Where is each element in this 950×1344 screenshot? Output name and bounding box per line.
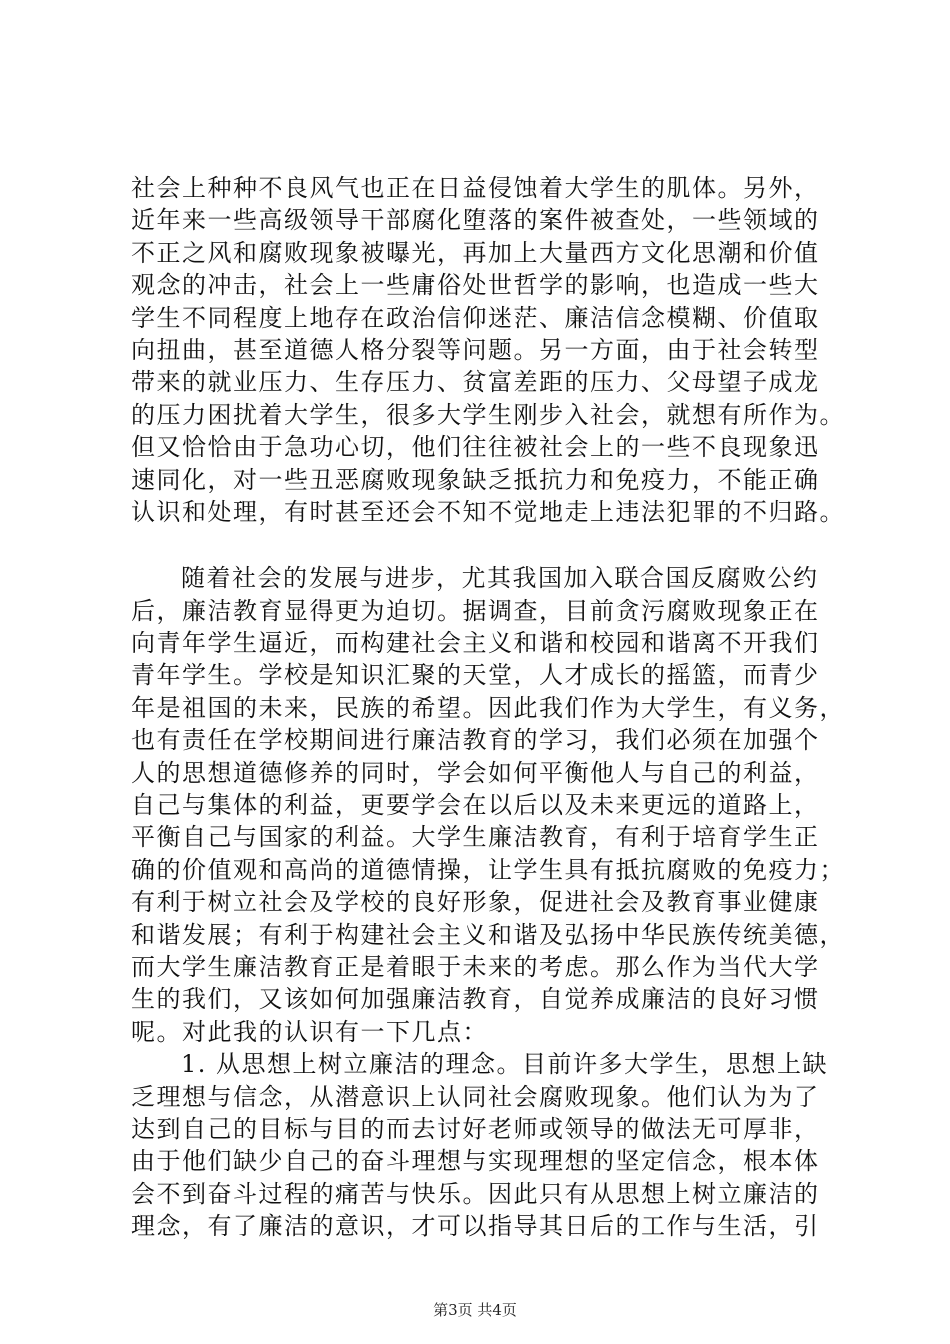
text-line: 会不到奋斗过程的痛苦与快乐。因此只有从思想上树立廉洁的 (131, 1179, 820, 1208)
text-line: 乏理想与信念，从潜意识上认同社会腐败现象。他们认为为了 (131, 1082, 820, 1111)
text-line: 社会上种种不良风气也正在日益侵蚀着大学生的肌体。另外， (131, 174, 820, 202)
text-line: 带来的就业压力、生存压力、贫富差距的压力、父母望子成龙 (131, 368, 820, 397)
text-line: 青年学生。学校是知识汇聚的天堂，人才成长的摇篮，而青少 (131, 661, 820, 690)
text-line: 确的价值观和高尚的道德情操，让学生具有抵抗腐败的免疫力； (131, 855, 845, 884)
paragraph-2 (131, 562, 845, 1048)
text-line: 不正之风和腐败现象被曝光，再加上大量西方文化思潮和价值 (131, 238, 820, 267)
text-line: 平衡自己与国家的利益。大学生廉洁教育，有利于培育学生正 (131, 823, 820, 852)
text-line: 人的思想道德修养的同时，学会如何平衡他人与自己的利益， (131, 758, 820, 787)
text-line: 呢。对此我的认识有一下几点： (131, 1017, 488, 1046)
text-line: 后，廉洁教育显得更为迫切。据调查，目前贪污腐败现象正在 (131, 596, 820, 625)
text-line: 但又恰恰由于急功心切，他们往往被社会上的一些不良现象迅 (131, 433, 820, 462)
text-line: 速同化，对一些丑恶腐败现象缺乏抵抗力和免疫力，不能正确 (131, 465, 820, 494)
list-item-heading: 1. 从思想上树立廉洁的理念。目前许多大学生，思想上缺 (181, 1050, 829, 1079)
text-line: 由于他们缺少自己的奋斗理想与实现理想的坚定信念，根本体 (131, 1147, 820, 1176)
text-line: 自己与集体的利益，更要学会在以后以及未来更远的道路上， (131, 791, 820, 820)
text-line: 认识和处理，有时甚至还会不知不觉地走上违法犯罪的不归路。 (131, 497, 845, 526)
text-line: 达到自己的目标与目的而去讨好老师或领导的做法无可厚非， (131, 1114, 820, 1143)
text-line: 观念的冲击，社会上一些庸俗处世哲学的影响，也造成一些大 (131, 271, 820, 300)
paragraph-gap (131, 528, 821, 562)
paragraph-1 (131, 172, 845, 528)
text-line: 近年来一些高级领导干部腐化堕落的案件被查处，一些领域的 (131, 206, 820, 235)
text-line: 年是祖国的未来，民族的希望。因此我们作为大学生，有义务， (131, 693, 845, 722)
paragraph-3 (131, 1048, 829, 1242)
page-footer (0, 1300, 950, 1320)
text-line: 生的我们，又该如何加强廉洁教育，自觉养成廉洁的良好习惯 (131, 985, 820, 1014)
text-line: 理念，有了廉洁的意识，才可以指导其日后的工作与生活，引 (131, 1212, 820, 1241)
text-line: 而大学生廉洁教育正是着眼于未来的考虑。那么作为当代大学 (131, 952, 820, 981)
text-line-indented: 随着社会的发展与进步，尤其我国加入联合国反腐败公约 (181, 564, 819, 593)
text-line: 也有责任在学校期间进行廉洁教育的学习，我们必须在加强个 (131, 726, 820, 755)
text-line: 学生不同程度上地存在政治信仰迷茫、廉洁信念模糊、价值取 (131, 303, 820, 332)
text-line: 的压力困扰着大学生，很多大学生刚步入社会，就想有所作为。 (131, 400, 845, 429)
text-line: 向青年学生逼近，而构建社会主义和谐和校园和谐离不开我们 (131, 629, 820, 658)
text-line: 和谐发展；有利于构建社会主义和谐及弘扬中华民族传统美德， (131, 920, 845, 949)
text-line: 向扭曲，甚至道德人格分裂等问题。另一方面，由于社会转型 (131, 335, 820, 364)
page-number: 第3页 共4页 (433, 1301, 517, 1319)
document-body (131, 172, 845, 1243)
text-line: 有利于树立社会及学校的良好形象，促进社会及教育事业健康 (131, 888, 820, 917)
